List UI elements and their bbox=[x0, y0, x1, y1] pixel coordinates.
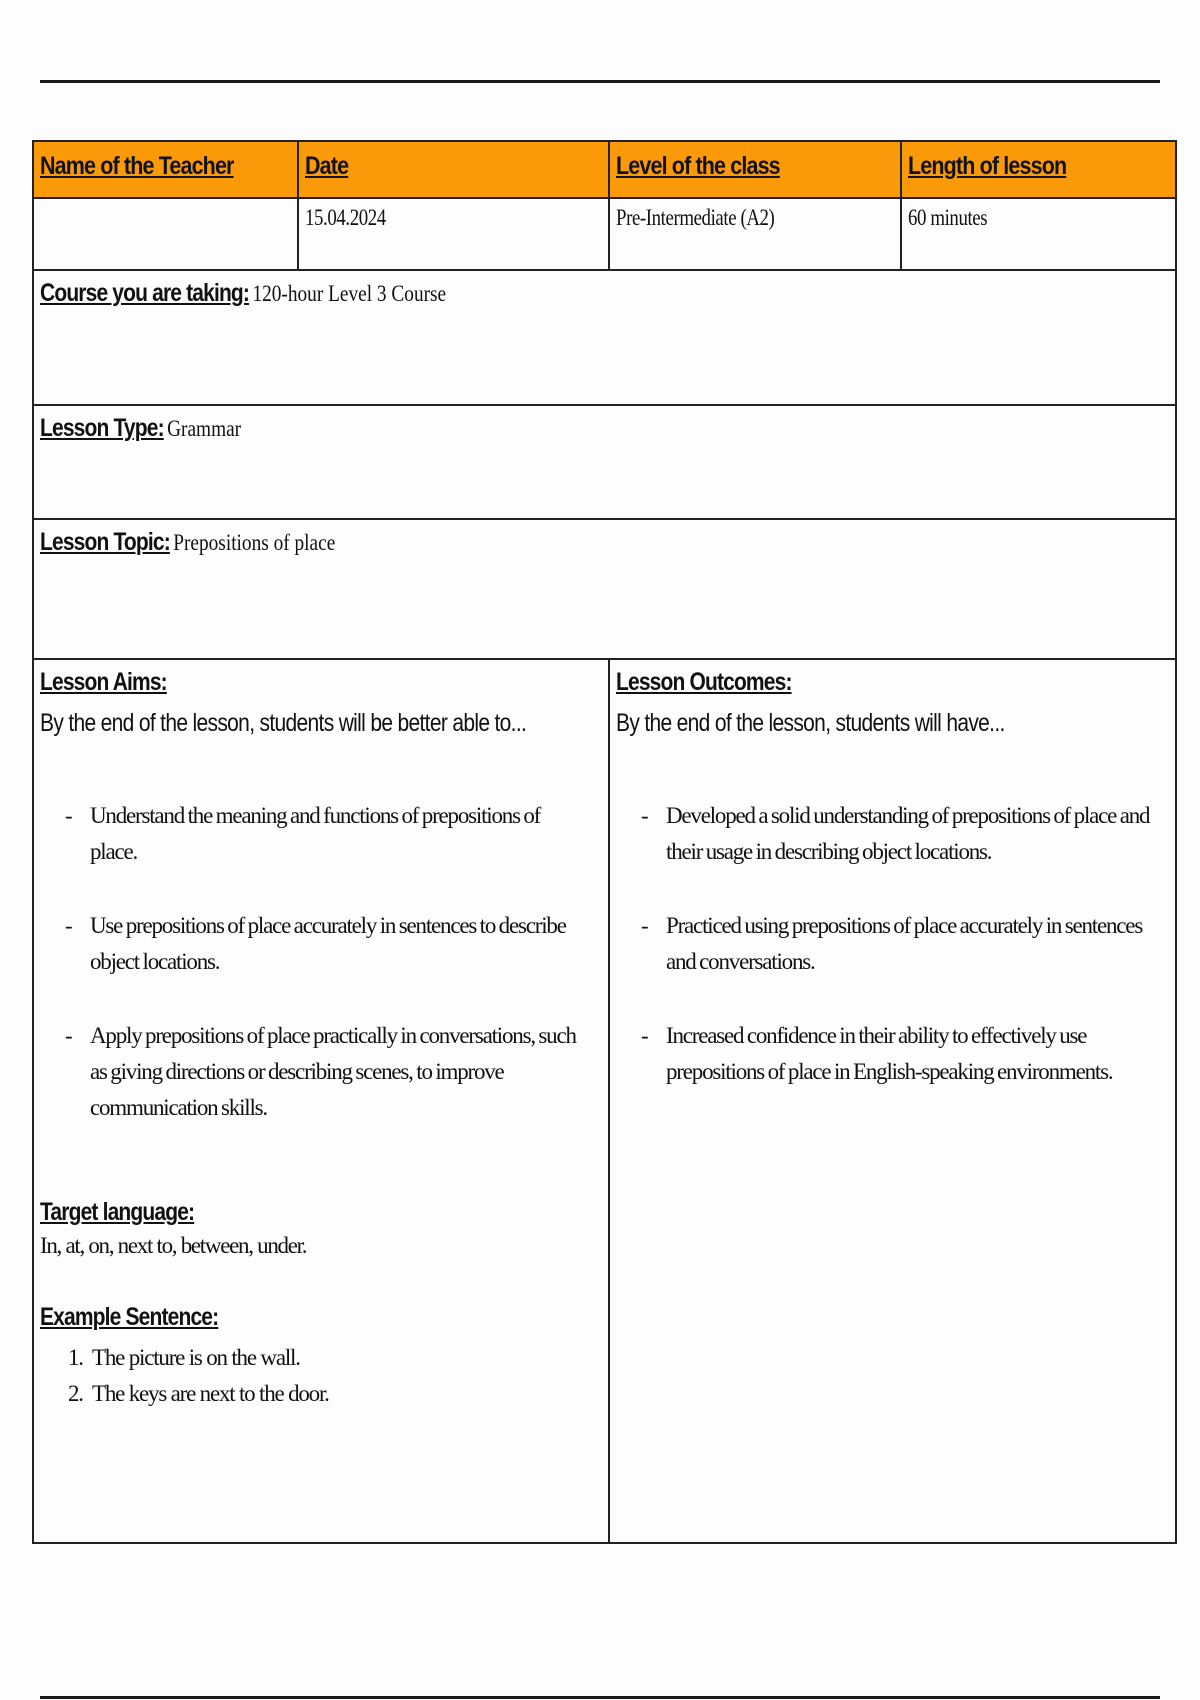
lesson-aims-list bbox=[40, 798, 602, 1126]
list-item: - Practiced using prepositions of place accurately in sentences and conversations. bbox=[616, 908, 1156, 980]
lesson-type-value: Grammar bbox=[167, 416, 242, 441]
bottom-rule bbox=[40, 1696, 1160, 1699]
values-row bbox=[33, 198, 1176, 270]
list-item: - Understand the meaning and functions of prepositions of place. bbox=[40, 798, 580, 870]
list-item bbox=[40, 1340, 602, 1376]
teacher-header-cell bbox=[33, 141, 298, 198]
target-language-title: Target language: bbox=[40, 1198, 195, 1226]
date-header: Date bbox=[305, 152, 349, 180]
lesson-aims-intro: By the end of the lesson, students will be better able to... bbox=[40, 709, 527, 737]
lesson-type-row bbox=[33, 405, 1176, 519]
lesson-type-cell bbox=[33, 405, 1176, 519]
teacher-header: Name of the Teacher bbox=[40, 152, 234, 180]
lesson-outcomes-title: Lesson Outcomes: bbox=[616, 668, 792, 696]
level-header: Level of the class bbox=[616, 152, 780, 180]
length-value: 60 minutes bbox=[908, 205, 988, 230]
target-language-text: In, at, on, next to, between, under. bbox=[40, 1233, 307, 1258]
list-item: - Increased confidence in their ability to effectively use prepositions of place in English-speaking environments. bbox=[616, 1018, 1156, 1090]
example-number: 1. bbox=[68, 1345, 83, 1370]
top-rule bbox=[40, 80, 1160, 83]
lesson-topic-label: Lesson Topic: bbox=[40, 528, 170, 556]
example-text: The keys are next to the door. bbox=[92, 1381, 329, 1406]
length-header: Length of lesson bbox=[908, 152, 1067, 180]
example-sentence-list bbox=[40, 1340, 602, 1412]
list-item: - Use prepositions of place accurately in sentences to describe object locations. bbox=[40, 908, 580, 980]
lesson-topic-cell bbox=[33, 519, 1176, 659]
level-value: Pre-Intermediate (A2) bbox=[616, 205, 775, 230]
course-row bbox=[33, 270, 1176, 405]
aims-outcomes-row bbox=[33, 659, 1176, 1543]
date-header-cell bbox=[298, 141, 609, 198]
date-value: 15.04.2024 bbox=[305, 205, 386, 230]
course-cell bbox=[33, 270, 1176, 405]
example-number: 2. bbox=[68, 1381, 83, 1406]
length-header-cell bbox=[901, 141, 1176, 198]
header-row bbox=[33, 141, 1176, 198]
example-sentence-title: Example Sentence: bbox=[40, 1303, 219, 1331]
lesson-outcomes-cell bbox=[609, 659, 1176, 1543]
lesson-aims-cell bbox=[33, 659, 609, 1543]
list-item: - Apply prepositions of place practically in conversations, such as giving directions or describing scenes, to improve communication skills. bbox=[40, 1018, 580, 1126]
example-text: The picture is on the wall. bbox=[92, 1345, 300, 1370]
list-item bbox=[40, 1376, 602, 1412]
course-label: Course you are taking: bbox=[40, 279, 250, 307]
lesson-type-label: Lesson Type: bbox=[40, 414, 164, 442]
course-value: 120-hour Level 3 Course bbox=[252, 281, 447, 306]
lesson-aims-title: Lesson Aims: bbox=[40, 668, 167, 696]
lesson-outcomes-list bbox=[616, 798, 1169, 1090]
level-value-cell bbox=[609, 198, 901, 270]
lesson-outcomes-intro: By the end of the lesson, students will have... bbox=[616, 709, 1005, 737]
length-value-cell bbox=[901, 198, 1176, 270]
teacher-value-cell bbox=[33, 198, 298, 270]
date-value-cell bbox=[298, 198, 609, 270]
level-header-cell bbox=[609, 141, 901, 198]
lesson-topic-row bbox=[33, 519, 1176, 659]
list-item: - Developed a solid understanding of prepositions of place and their usage in describing object locations. bbox=[616, 798, 1156, 870]
lesson-plan-table bbox=[32, 140, 1177, 1544]
lesson-topic-value: Prepositions of place bbox=[173, 530, 336, 555]
